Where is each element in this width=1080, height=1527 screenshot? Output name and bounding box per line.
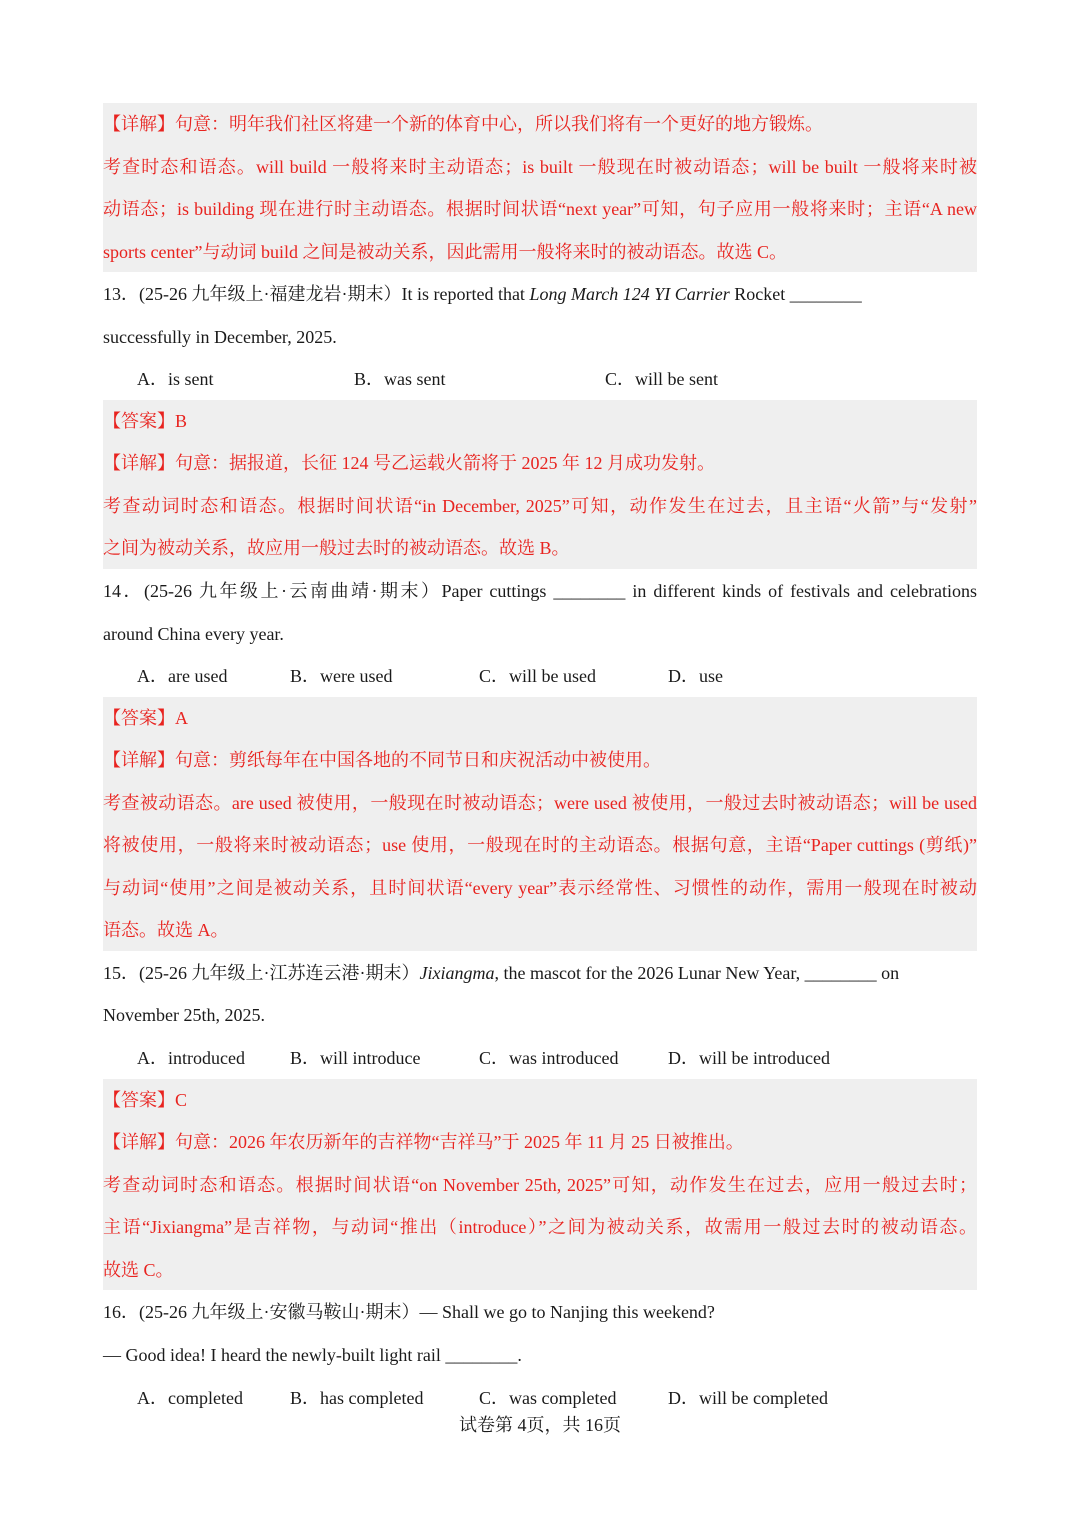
q15-stem: 15．(25-26 九年级上·江苏连云港·期末）Jixiangma, the mascot for the 2026 Lunar New Year, ________ on xyxy=(103,963,900,983)
q14-option-a: A．are used xyxy=(137,666,228,686)
q15-analysis-line: 主语“Jixiangma”是吉祥物，与动词“推出（introduce）”之间为被动关系，故需用一般过去时的被动语态。 xyxy=(103,1217,977,1237)
q14-analysis-line: 与动词“使用”之间是被动关系，且时间状语“every year”表示经常性、习惯性的动作，需用一般现在时被动 xyxy=(103,878,977,898)
q15-answer: 【答案】C xyxy=(103,1090,188,1110)
q15-option-b: B．will introduce xyxy=(290,1048,421,1068)
q14-answer: 【答案】A xyxy=(103,708,188,728)
q13-analysis-line: 之间为被动关系，故应用一般过去时的被动语态。故选 B。 xyxy=(103,538,570,558)
q16-option-c: C．was completed xyxy=(479,1388,617,1408)
q15-option-d: D．will be introduced xyxy=(668,1048,830,1068)
q12-analysis-line: 考查时态和语态。will build 一般将来时主动语态；is built 一般现在时被动语态；will be built 一般将来时被 xyxy=(103,157,977,177)
q14-stem: 14．(25-26 九年级上·云南曲靖·期末）Paper cuttings ________ in different kinds of festivals and celebrations xyxy=(103,581,977,601)
q15-analysis-line: 考查动词时态和语态。根据时间状语“on November 25th, 2025”可知，动作发生在过去，应用一般过去时； xyxy=(103,1175,977,1195)
q14-stem-line2: around China every year. xyxy=(103,624,284,644)
q16-option-a: A．completed xyxy=(137,1388,243,1408)
q15-option-c: C．was introduced xyxy=(479,1048,619,1068)
detail-label: 【详解】 xyxy=(103,114,175,134)
answer-label: 【答案】 xyxy=(103,708,175,728)
q12-detail: 【详解】句意：明年我们社区将建一个新的体育中心，所以我们将有一个更好的地方锻炼。 xyxy=(103,114,823,134)
q14-explanation-block xyxy=(103,697,977,951)
answer-label: 【答案】 xyxy=(103,411,175,431)
q13-option-b: B．was sent xyxy=(354,369,446,389)
q12-analysis-line: sports center”与动词 build 之间是被动关系，因此需用一般将来时的被动语态。故选 C。 xyxy=(103,242,787,262)
q16-stem: 16．(25-26 九年级上·安徽马鞍山·期末）— Shall we go to Nanjing this weekend? xyxy=(103,1302,715,1322)
q16-option-b: B．has completed xyxy=(290,1388,424,1408)
q14-option-d: D．use xyxy=(668,666,723,686)
q13-answer: 【答案】B xyxy=(103,411,188,431)
q14-analysis-line: 考查被动语态。are used 被使用，一般现在时被动语态；were used 被使用，一般过去时被动语态；will be used xyxy=(103,793,977,813)
q13-option-a: A．is sent xyxy=(137,369,214,389)
q13-stem-line2: successfully in December, 2025. xyxy=(103,327,337,347)
detail-label: 【详解】 xyxy=(103,750,175,770)
q14-detail: 【详解】句意：剪纸每年在中国各地的不同节日和庆祝活动中被使用。 xyxy=(103,750,661,770)
detail-label: 【详解】 xyxy=(103,453,175,473)
q15-option-a: A．introduced xyxy=(137,1048,245,1068)
q12-analysis-line: 动语态；is building 现在进行时主动语态。根据时间状语“next year”可知，句子应用一般将来时；主语“A new xyxy=(103,199,977,219)
q14-option-c: C．will be used xyxy=(479,666,596,686)
q15-analysis-line: 故选 C。 xyxy=(103,1260,174,1280)
q14-analysis-line: 将被使用，一般将来时被动语态；use 使用，一般现在时的主动语态。根据句意，主语“Paper cuttings (剪纸)” xyxy=(103,835,977,855)
answer-label: 【答案】 xyxy=(103,1090,175,1110)
q14-option-b: B．were used xyxy=(290,666,393,686)
q16-stem-line2: — Good idea! I heard the newly-built light rail ________. xyxy=(103,1345,522,1365)
q15-stem-line2: November 25th, 2025. xyxy=(103,1005,265,1025)
q13-stem: 13．(25-26 九年级上·福建龙岩·期末）It is reported that Long March 124 YI Carrier Rocket ________ xyxy=(103,284,862,304)
q15-detail: 【详解】句意：2026 年农历新年的吉祥物“吉祥马”于 2025 年 11 月 25 日被推出。 xyxy=(103,1132,744,1152)
detail-label: 【详解】 xyxy=(103,1132,175,1152)
q13-analysis-line: 考查动词时态和语态。根据时间状语“in December, 2025”可知，动作发生在过去，且主语“火箭”与“发射” xyxy=(103,496,977,516)
q14-analysis-line: 语态。故选 A。 xyxy=(103,920,229,940)
q13-detail: 【详解】句意：据报道，长征 124 号乙运载火箭将于 2025 年 12 月成功发射。 xyxy=(103,453,715,473)
q16-option-d: D．will be completed xyxy=(668,1388,828,1408)
page-footer: 试卷第 4页，共 16页 xyxy=(459,1415,621,1435)
q13-option-c: C．will be sent xyxy=(605,369,718,389)
